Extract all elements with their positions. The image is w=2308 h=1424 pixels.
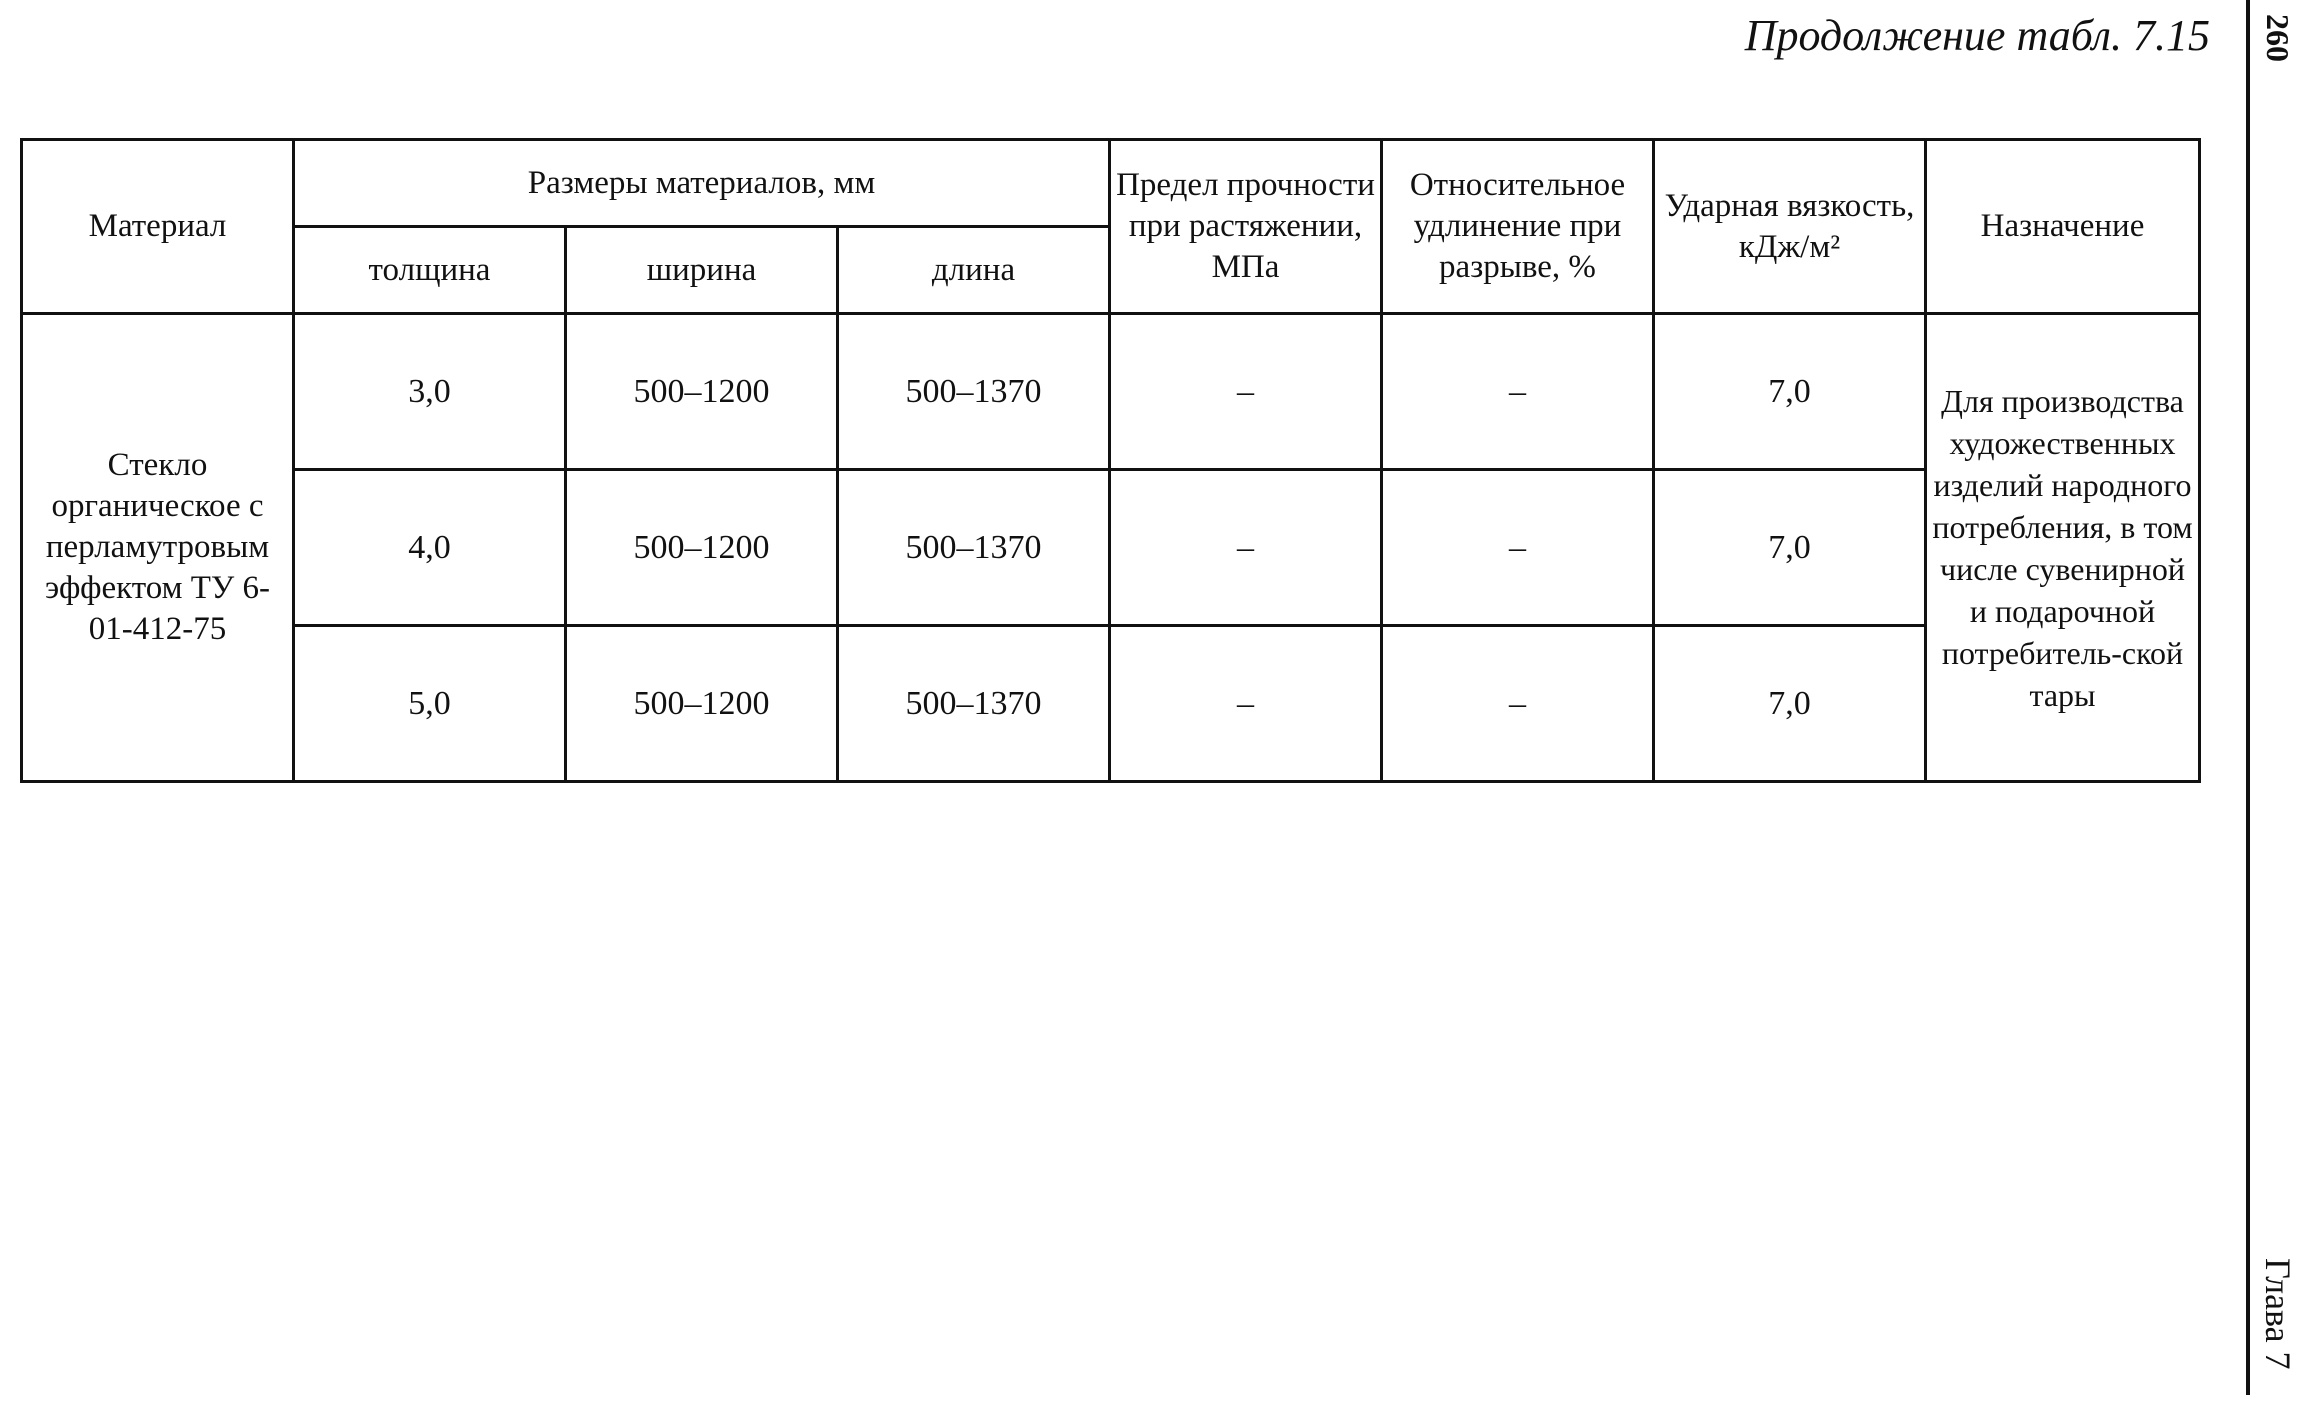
table-row (22, 470, 2200, 626)
side-rule (2246, 0, 2250, 1395)
table-row (22, 314, 2200, 470)
length-cell: 500–1370 (838, 626, 1110, 782)
page-number: 260 (2260, 14, 2296, 62)
header-dimensions: Размеры материалов, мм (294, 140, 1110, 227)
header-purpose: Назначение (1926, 140, 2200, 314)
elongation-cell: – (1382, 626, 1654, 782)
header-material: Материал (22, 140, 294, 314)
tensile-strength-cell: – (1110, 626, 1382, 782)
impact-strength-cell: 7,0 (1654, 314, 1926, 470)
purpose-cell: Для производства художественных изделий народного потребления, в том числе сувенирной и подарочной потребитель-ской тары (1926, 314, 2200, 782)
header-thickness: толщина (294, 227, 566, 314)
material-cell: Стекло органическое с перламутровым эффектом ТУ 6-01-412-75 (22, 314, 294, 782)
elongation-cell: – (1382, 470, 1654, 626)
width-cell: 500–1200 (566, 626, 838, 782)
materials-table (20, 138, 2201, 783)
header-row-main (22, 140, 2200, 227)
length-cell: 500–1370 (838, 314, 1110, 470)
header-impact-strength: Ударная вязкость, кДж/м² (1654, 140, 1926, 314)
width-cell: 500–1200 (566, 470, 838, 626)
chapter-label: Глава 7 (2258, 1258, 2298, 1370)
width-cell: 500–1200 (566, 314, 838, 470)
header-elongation: Относительное удлинение при разрыве, % (1382, 140, 1654, 314)
header-tensile-strength: Предел прочности при растяжении, МПа (1110, 140, 1382, 314)
impact-strength-cell: 7,0 (1654, 470, 1926, 626)
table-row (22, 626, 2200, 782)
thickness-cell: 4,0 (294, 470, 566, 626)
tensile-strength-cell: – (1110, 314, 1382, 470)
tensile-strength-cell: – (1110, 470, 1382, 626)
impact-strength-cell: 7,0 (1654, 626, 1926, 782)
elongation-cell: – (1382, 314, 1654, 470)
thickness-cell: 3,0 (294, 314, 566, 470)
header-length: длина (838, 227, 1110, 314)
thickness-cell: 5,0 (294, 626, 566, 782)
table-continuation-caption: Продолжение табл. 7.15 (1744, 11, 2210, 60)
header-width: ширина (566, 227, 838, 314)
length-cell: 500–1370 (838, 470, 1110, 626)
